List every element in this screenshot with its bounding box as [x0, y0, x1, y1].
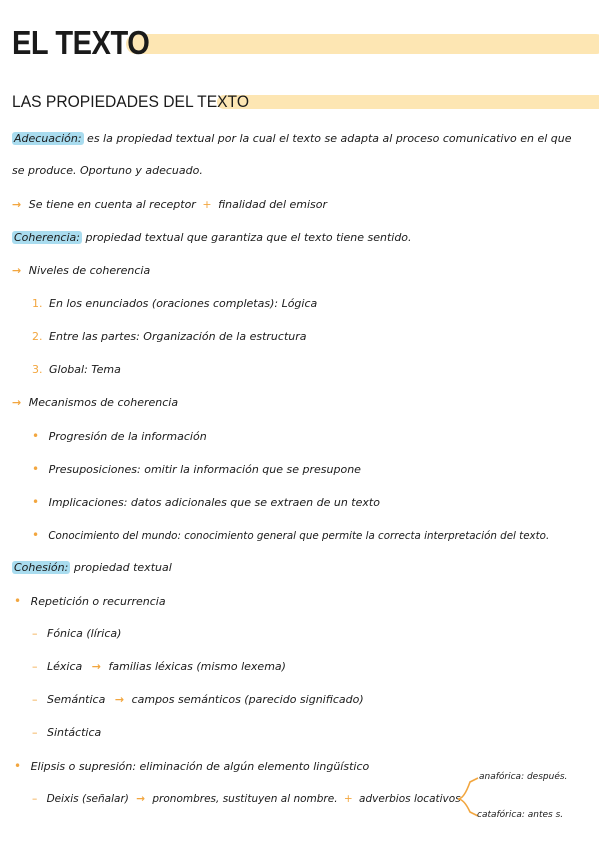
repeticion-text: Sintáctica: [47, 726, 102, 739]
repeticion-item: [32, 693, 364, 707]
nivel-text: Entre las partes: Organización de la estructura: [49, 330, 307, 343]
nivel-item: [32, 330, 307, 344]
mecanismo-text: Implicaciones: datos adicionales que se extraen de un texto: [48, 496, 380, 509]
dash-icon: –: [32, 793, 38, 805]
adecuacion-definition: es la propiedad textual por la cual el texto se adapta al proceso comunicativo en el que: [87, 132, 572, 145]
nivel-number: 2.: [32, 330, 43, 343]
arrow-icon: →: [114, 693, 125, 706]
bullet-icon: •: [32, 462, 40, 476]
adecuacion-term: Adecuación:: [14, 132, 82, 145]
repeticion-item: [32, 726, 101, 740]
bullet-icon: •: [14, 594, 22, 608]
repeticion-text: Fónica (lírica): [47, 627, 122, 640]
adecuacion-receptor: Se tiene en cuenta al receptor: [28, 198, 196, 211]
repeticion-item: [32, 627, 121, 641]
repeticion-text: Semántica: [47, 693, 106, 706]
bullet-icon: •: [32, 528, 40, 542]
adecuacion-arrow-line: [12, 198, 327, 212]
cohesion-term: Cohesión:: [14, 561, 69, 574]
section-title: LAS PROPIEDADES DEL TEXTO: [12, 92, 250, 111]
bullet-icon: •: [32, 429, 40, 443]
deixis-label: Deixis (señalar): [46, 793, 129, 805]
coherencia-term: Coherencia:: [14, 231, 80, 244]
repeticion-extra: familias léxicas (mismo lexema): [108, 660, 286, 673]
elipsis-item: [14, 759, 369, 774]
arrow-icon: →: [12, 198, 22, 211]
subtitle-highlight-bar: [217, 95, 599, 109]
mecanismos-label: Mecanismos de coherencia: [28, 396, 179, 409]
mecanismo-item: [32, 495, 380, 510]
dash-icon: –: [32, 627, 38, 640]
adecuacion-line-1: [12, 132, 572, 146]
niveles-heading: [12, 264, 150, 278]
arrow-icon: →: [91, 660, 101, 673]
nivel-item: [32, 297, 317, 311]
deixis-extra: pronombres, sustituyen al nombre.: [152, 793, 338, 805]
cohesion-line: [12, 561, 172, 575]
mecanismo-item: [32, 462, 361, 477]
adecuacion-emisor: finalidad del emisor: [218, 198, 328, 211]
cohesion-definition: propiedad textual: [73, 561, 172, 574]
niveles-label: Niveles de coherencia: [28, 264, 151, 277]
mecanismo-item: [32, 429, 207, 444]
repeticion-label: Repetición o recurrencia: [30, 595, 166, 608]
mecanismo-text: Progresión de la información: [48, 430, 207, 443]
dash-icon: –: [32, 693, 38, 706]
nivel-text: En los enunciados (oraciones completas): Lógica: [49, 297, 318, 310]
mecanismo-text: Presuposiciones: omitir la información que se presupone: [48, 463, 361, 476]
repeticion-extra: campos semánticos (parecido significado): [131, 693, 364, 706]
mecanismo-item: [32, 528, 549, 543]
mecanismos-heading: [12, 396, 178, 410]
plus-icon: +: [202, 198, 212, 211]
plus-icon: +: [343, 793, 353, 805]
arrow-icon: →: [12, 396, 22, 409]
repeticion-text: Léxica: [47, 660, 83, 673]
dash-icon: –: [32, 660, 38, 673]
dash-icon: –: [32, 726, 38, 739]
arrow-icon: →: [136, 793, 146, 805]
mecanismo-text: Conocimiento del mundo: conocimiento general que permite la correcta interpretación del texto.: [48, 530, 550, 542]
title-highlight-bar: [126, 34, 599, 54]
deixis-plus: adverbios locativos: [359, 793, 461, 805]
repeticion-item: [32, 660, 286, 674]
bullet-icon: •: [14, 759, 22, 773]
coherencia-definition: propiedad textual que garantiza que el texto tiene sentido.: [85, 231, 412, 244]
cataforica-label: catafórica: antes s.: [477, 810, 564, 820]
deixis-item: [32, 792, 461, 806]
arrow-icon: →: [12, 264, 22, 277]
nivel-number: 3.: [32, 363, 43, 376]
adecuacion-line-2: se produce. Oportuno y adecuado.: [12, 164, 203, 177]
anaforica-label: anafórica: después.: [479, 772, 568, 782]
repeticion-heading: [14, 594, 166, 609]
page-title: EL TEXTO: [12, 24, 150, 61]
bullet-icon: •: [32, 495, 40, 509]
coherencia-line: [12, 231, 412, 245]
elipsis-text: Elipsis o supresión: eliminación de algún elemento lingüístico: [30, 760, 370, 773]
nivel-text: Global: Tema: [49, 363, 121, 376]
nivel-number: 1.: [32, 297, 43, 310]
nivel-item: [32, 363, 121, 377]
